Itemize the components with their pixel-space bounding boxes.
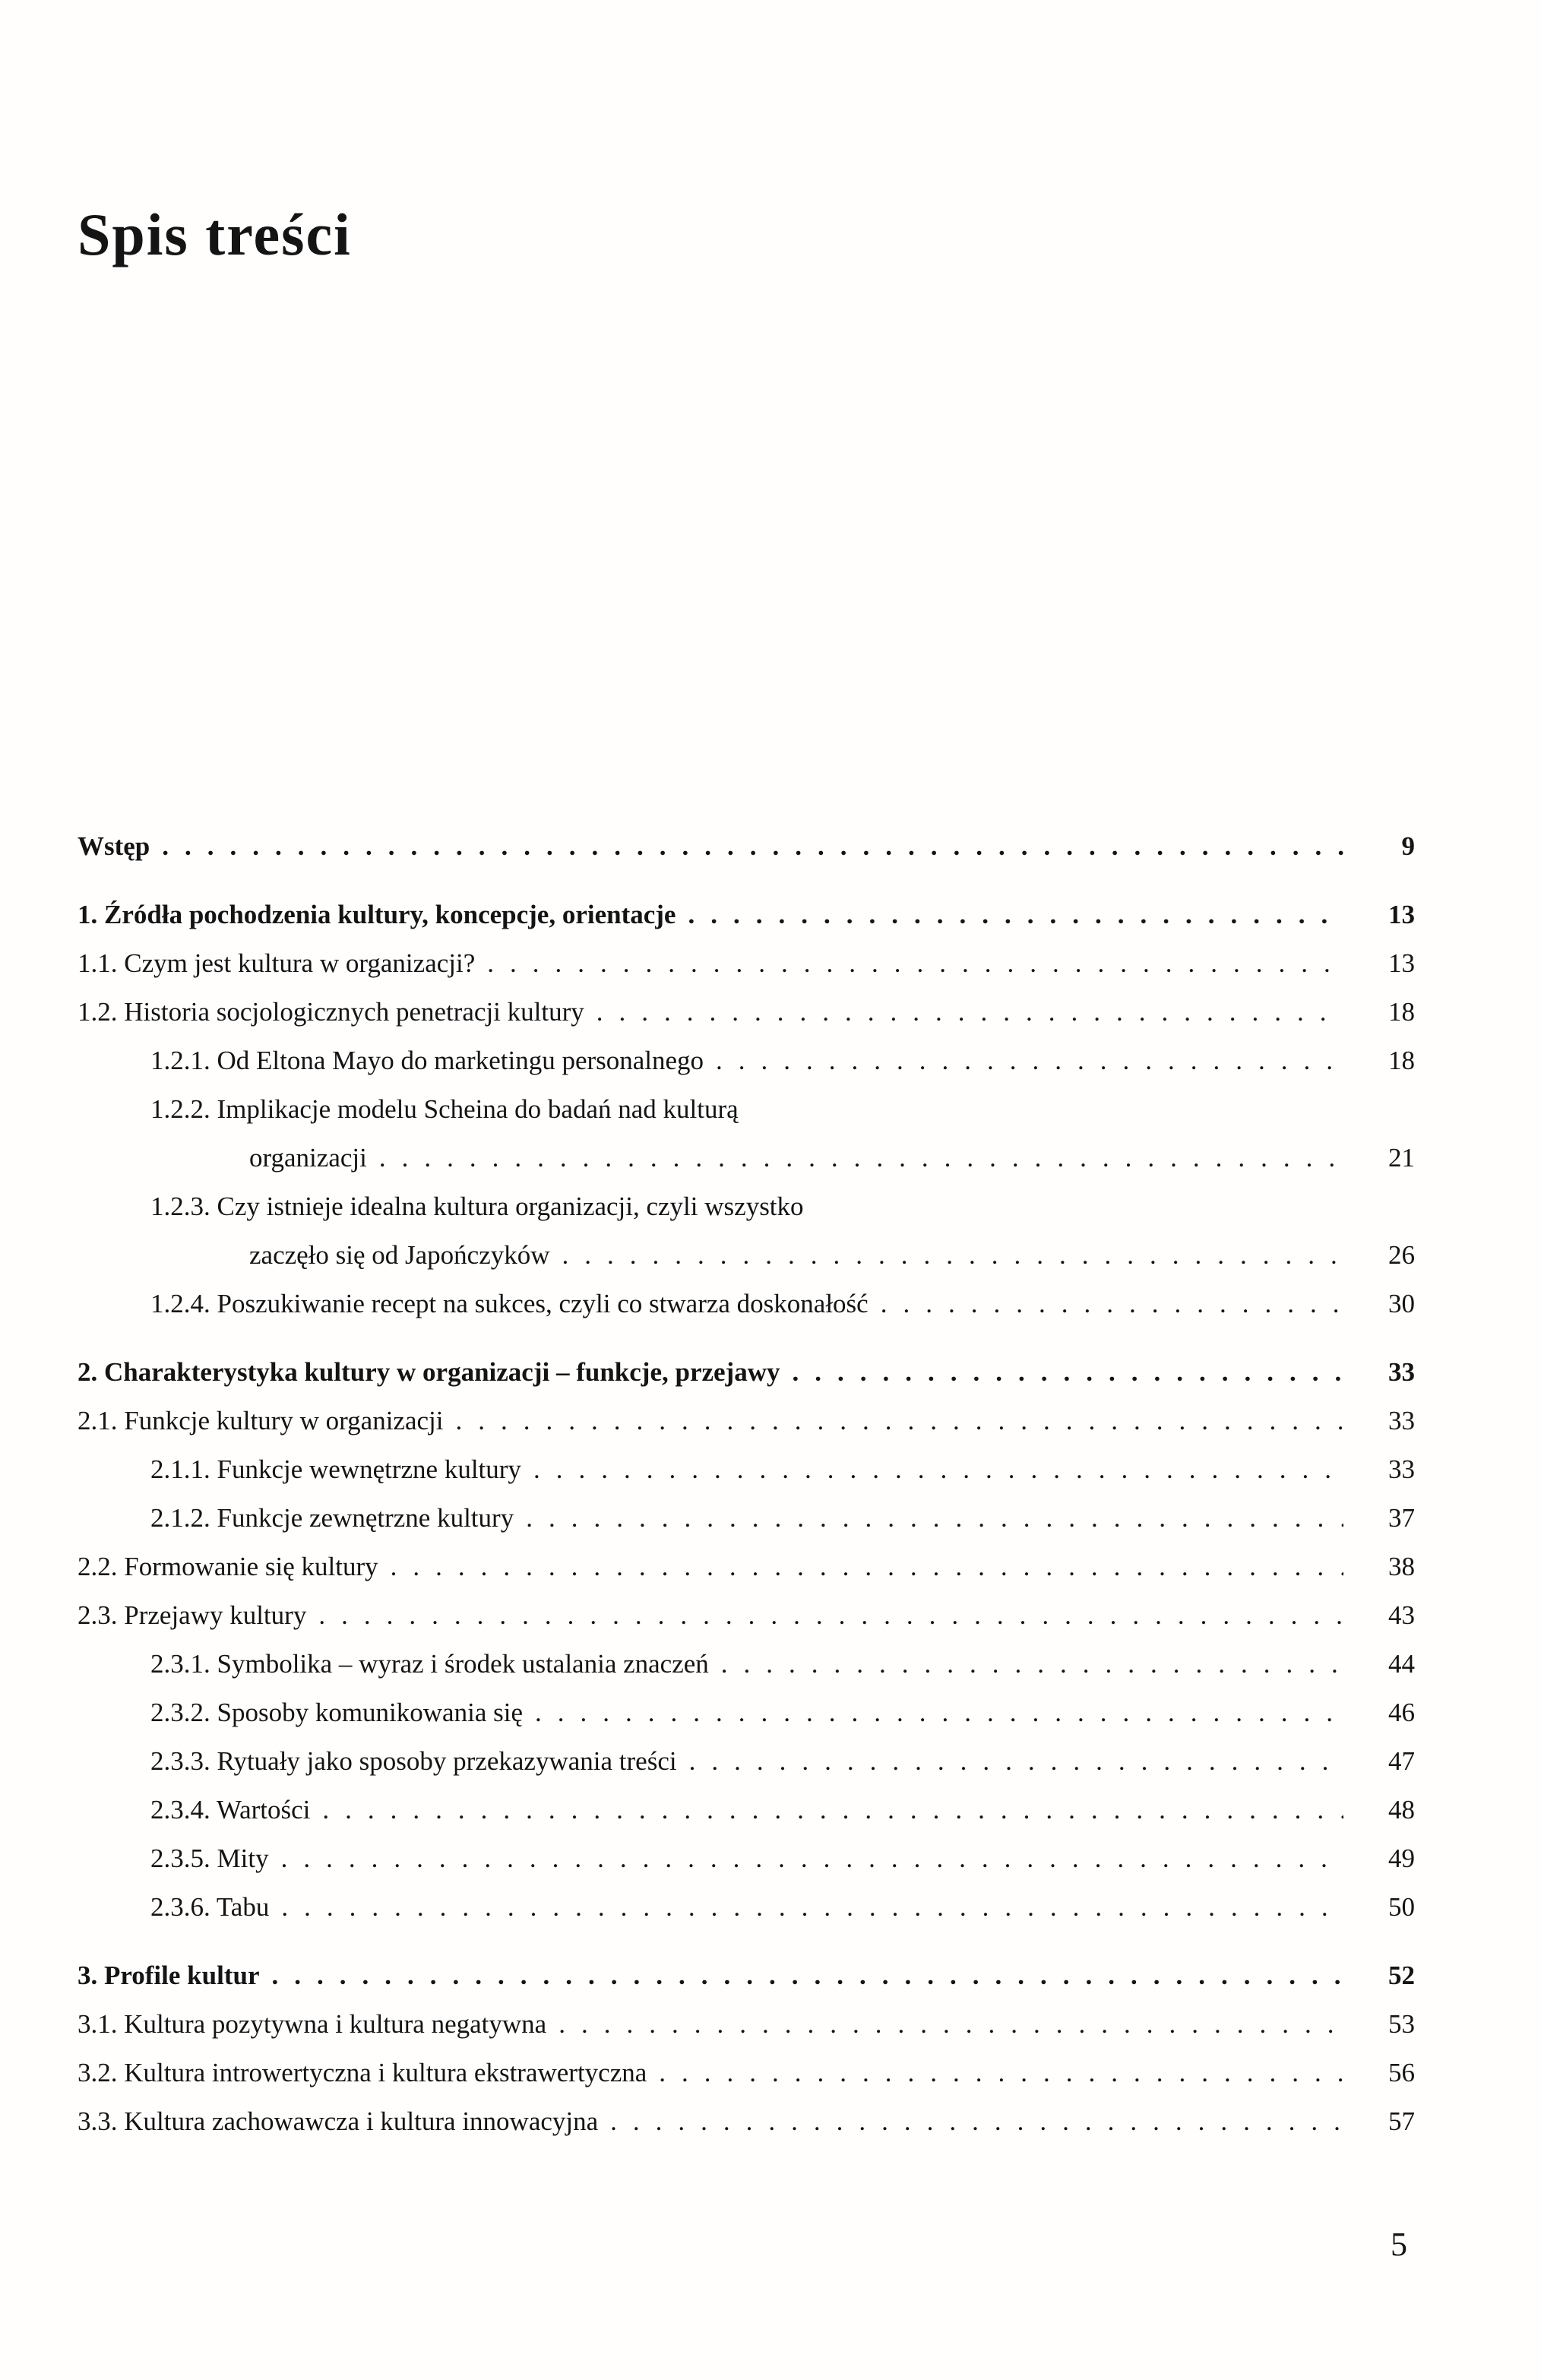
dot-leader (558, 2000, 1343, 2049)
entry-label: 2.3.2. Sposoby komunikowania się (150, 1698, 523, 1727)
dot-leader (533, 1445, 1343, 1494)
entry-label: 2.3.5. Mity (150, 1844, 269, 1873)
toc-entry (78, 1085, 1415, 1182)
toc-entry-line (78, 1085, 1415, 1134)
toc-entry-line (78, 2049, 1415, 2097)
dot-leader (689, 1737, 1343, 1786)
entry-page-number: 53 (1388, 2009, 1415, 2039)
entry-page-number: 33 (1388, 1406, 1415, 1435)
dot-leader (596, 988, 1343, 1037)
entry-label: 1.2.4. Poszukiwanie recept na sukces, czyli co stwarza doskonałość (150, 1289, 869, 1318)
entry-page-number: 47 (1388, 1746, 1415, 1776)
toc-entry-line (78, 988, 1415, 1037)
entry-page-number: 21 (1388, 1143, 1415, 1173)
toc-entry-line (78, 891, 1415, 939)
entry-page-number: 56 (1388, 2058, 1415, 2087)
toc-entry (78, 1543, 1415, 1591)
entry-label: 2.2. Formowanie się kultury (78, 1552, 378, 1581)
dot-leader (487, 939, 1343, 988)
toc-entry (78, 1951, 1415, 2000)
toc-entry (78, 1037, 1415, 1085)
toc-entry (78, 1737, 1415, 1786)
toc-entry-line (78, 1688, 1415, 1737)
entry-page-number: 48 (1388, 1795, 1415, 1825)
toc-entry (78, 1445, 1415, 1494)
dot-leader (162, 822, 1343, 871)
toc-entry-line (78, 1348, 1415, 1397)
toc-entry-line (78, 1951, 1415, 2000)
toc-entry (78, 1182, 1415, 1280)
entry-label: 3.2. Kultura introwertyczna i kultura ekstrawertyczna (78, 2058, 647, 2087)
toc-entry-line (78, 1037, 1415, 1085)
toc-entry (78, 822, 1415, 871)
entry-page-number: 18 (1388, 997, 1415, 1027)
toc-entry-line (78, 2000, 1415, 2049)
entry-label: 3. Profile kultur (78, 1961, 260, 1990)
entry-page-number: 50 (1388, 1892, 1415, 1922)
entry-page-number: 38 (1388, 1552, 1415, 1581)
dot-leader (281, 1883, 1343, 1932)
folio-page-number: 5 (1391, 2226, 1407, 2263)
entry-page-number: 49 (1388, 1844, 1415, 1873)
toc-entry (78, 1494, 1415, 1543)
dot-leader (562, 1231, 1343, 1280)
entry-page-number: 30 (1388, 1289, 1415, 1318)
toc-entry-line (78, 1640, 1415, 1688)
toc-entry (78, 1591, 1415, 1640)
toc-entry-line (78, 1445, 1415, 1494)
toc-entry (78, 939, 1415, 988)
dot-leader (455, 1397, 1343, 1445)
entry-label: 2.3.1. Symbolika – wyraz i środek ustalania znaczeń (150, 1649, 709, 1679)
toc-entry-continuation-line (78, 1134, 1415, 1182)
toc-entry (78, 1397, 1415, 1445)
toc-entry (78, 1786, 1415, 1834)
entry-label-continued: organizacji (249, 1143, 367, 1173)
entry-label: 3.3. Kultura zachowawcza i kultura innowacyjna (78, 2106, 599, 2136)
dot-leader (281, 1834, 1343, 1883)
dot-leader (881, 1280, 1343, 1328)
entry-label: 2.3.3. Rytuały jako sposoby przekazywania treści (150, 1746, 677, 1776)
entry-page-number: 33 (1388, 1454, 1415, 1484)
toc-entry-line (78, 1834, 1415, 1883)
entry-page-number: 43 (1388, 1600, 1415, 1630)
toc-entry (78, 891, 1415, 939)
dot-leader (716, 1037, 1343, 1085)
entry-label: 2.3. Przejawy kultury (78, 1600, 307, 1630)
entry-label: 1.1. Czym jest kultura w organizacji? (78, 948, 476, 978)
dot-leader (659, 2049, 1343, 2097)
entry-page-number: 9 (1401, 831, 1415, 861)
entry-label: 2.1. Funkcje kultury w organizacji (78, 1406, 444, 1435)
entry-page-number: 13 (1388, 900, 1415, 929)
toc-entry-line (78, 822, 1415, 871)
toc-entry-line (78, 1397, 1415, 1445)
entry-label: 2. Charakterystyka kultury w organizacji – funkcje, przejawy (78, 1357, 780, 1387)
entry-label: 2.1.1. Funkcje wewnętrzne kultury (150, 1454, 521, 1484)
entry-page-number: 18 (1388, 1046, 1415, 1075)
toc-entry-continuation-line (78, 1231, 1415, 1280)
entry-page-number: 57 (1388, 2106, 1415, 2136)
dot-leader (535, 1688, 1343, 1737)
dot-leader (318, 1591, 1343, 1640)
toc-entry (78, 1280, 1415, 1328)
toc-entry-line (78, 1786, 1415, 1834)
entry-label: 2.3.6. Tabu (150, 1892, 270, 1922)
toc-entry-line (78, 1543, 1415, 1591)
entry-label: 1. Źródła pochodzenia kultury, koncepcje, orientacje (78, 900, 676, 929)
entry-page-number: 33 (1388, 1357, 1415, 1387)
toc-entry (78, 2097, 1415, 2146)
entry-label: 1.2. Historia socjologicznych penetracji kultury (78, 997, 584, 1027)
toc-list (78, 822, 1415, 2146)
toc-entry (78, 1640, 1415, 1688)
entry-page-number: 52 (1388, 1961, 1415, 1990)
toc-entry (78, 988, 1415, 1037)
toc-entry (78, 1688, 1415, 1737)
toc-entry (78, 2000, 1415, 2049)
entry-label-continued: zaczęło się od Japończyków (249, 1240, 550, 1270)
entry-page-number: 13 (1388, 948, 1415, 978)
toc-entry (78, 1348, 1415, 1397)
entry-label: 2.1.2. Funkcje zewnętrzne kultury (150, 1503, 514, 1533)
toc-entry-line (78, 1182, 1415, 1231)
entry-label: Wstęp (78, 831, 150, 861)
toc-entry (78, 1883, 1415, 1932)
entry-label: 2.3.4. Wartości (150, 1795, 311, 1825)
toc-entry-line (78, 939, 1415, 988)
toc-entry (78, 2049, 1415, 2097)
entry-page-number: 26 (1388, 1240, 1415, 1270)
entry-label: 1.2.3. Czy istnieje idealna kultura organizacji, czyli wszystko (150, 1192, 804, 1221)
dot-leader (610, 2097, 1343, 2146)
dot-leader (391, 1543, 1343, 1591)
entry-label: 1.2.2. Implikacje modelu Scheina do badań nad kulturą (150, 1094, 739, 1124)
toc-entry-line (78, 1280, 1415, 1328)
toc-entry-line (78, 2097, 1415, 2146)
toc-entry-line (78, 1591, 1415, 1640)
dot-leader (526, 1494, 1343, 1543)
toc-entry-line (78, 1737, 1415, 1786)
dot-leader (721, 1640, 1343, 1688)
entry-label: 3.1. Kultura pozytywna i kultura negatywna (78, 2009, 547, 2039)
dot-leader (379, 1134, 1343, 1182)
entry-page-number: 37 (1388, 1503, 1415, 1533)
dot-leader (793, 1348, 1344, 1397)
dot-leader (271, 1951, 1343, 2000)
entry-page-number: 46 (1388, 1698, 1415, 1727)
entry-page-number: 44 (1388, 1649, 1415, 1679)
toc-entry-line (78, 1494, 1415, 1543)
dot-leader (688, 891, 1343, 939)
dot-leader (322, 1786, 1343, 1834)
page-title: Spis treści (78, 201, 352, 268)
toc-entry (78, 1834, 1415, 1883)
toc-entry-line (78, 1883, 1415, 1932)
entry-label: 1.2.1. Od Eltona Mayo do marketingu personalnego (150, 1046, 704, 1075)
